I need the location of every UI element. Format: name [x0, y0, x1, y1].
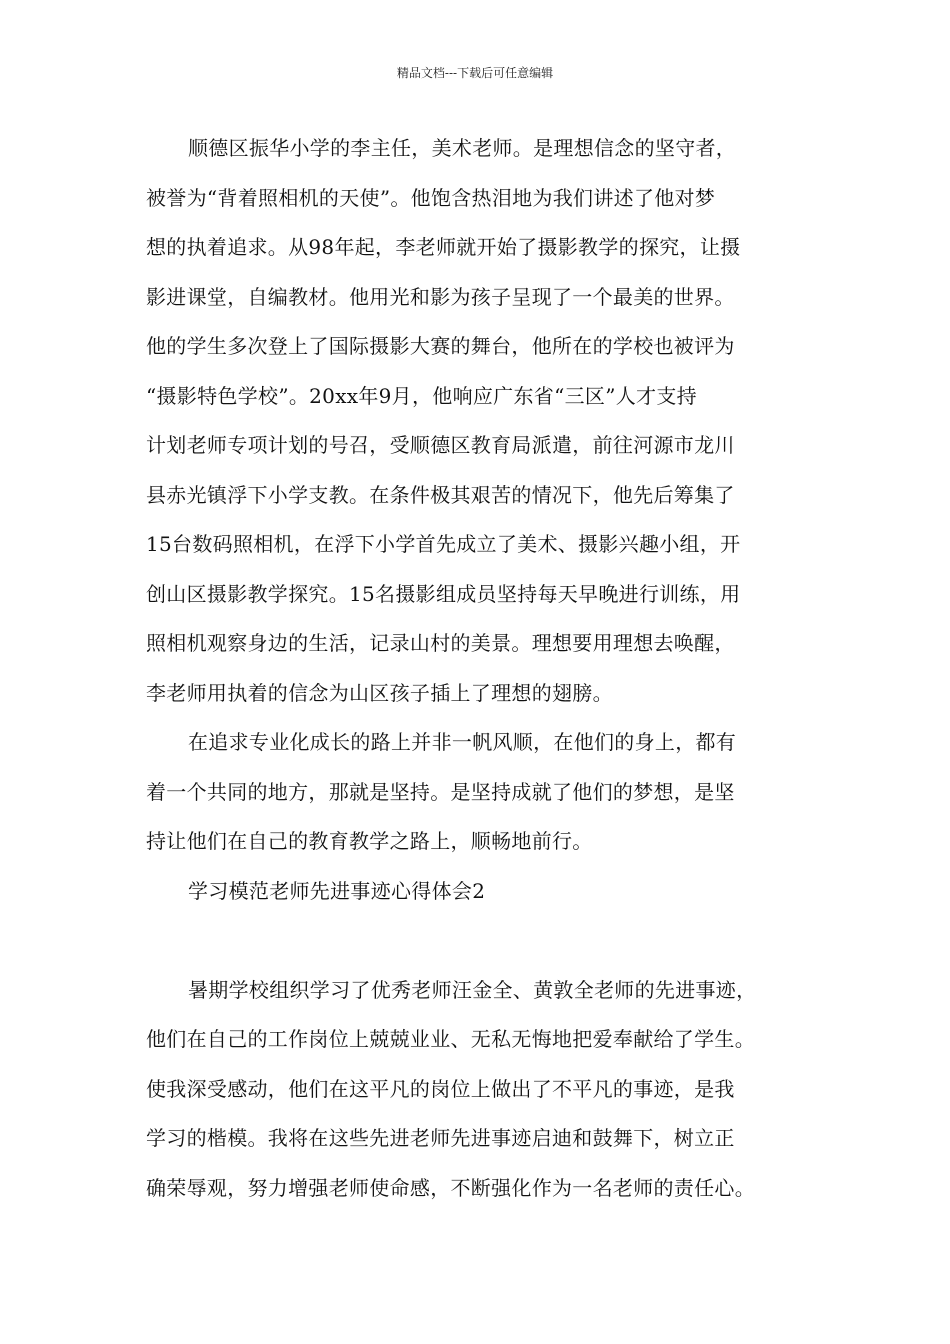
text-line: 他的学生多次登上了国际摄影大赛的舞台，他所在的学校也被评为	[146, 334, 735, 358]
text-line: 使我深受感动，他们在这平凡的岗位上做出了不平凡的事迹，是我	[146, 1076, 735, 1101]
text-line: 影进课堂，自编教材。他用光和影为孩子呈现了一个最美的世界。	[146, 284, 735, 309]
text-line: 持让他们在自己的教育教学之路上，顺畅地前行。	[146, 829, 593, 853]
paragraph-1	[146, 124, 810, 718]
paragraph-2	[146, 718, 810, 867]
text-line: 确荣辱观，努力增强老师使命感，不断强化作为一名老师的责任心。	[146, 1175, 755, 1200]
paragraph-3	[146, 966, 810, 1214]
text-line: 创山区摄影教学探究。15名摄影组成员坚持每天早晚进行训练，用	[146, 581, 741, 606]
text-line: 在追求专业化成长的路上并非一帆风顺，在他们的身上，都有	[188, 730, 737, 754]
text-line: 暑期学校组织学习了优秀老师汪金全、黄敦全老师的先进事迹，	[188, 977, 757, 1002]
section-title	[146, 867, 810, 917]
text-line: 着一个共同的地方，那就是坚持。是坚持成就了他们的梦想，是坚	[146, 779, 735, 804]
text-line: 顺德区振华小学的李主任，美术老师。是理想信念的坚守者，	[188, 136, 737, 160]
text-line: 李老师用执着的信念为山区孩子插上了理想的翅膀。	[146, 680, 613, 705]
text-line: 15台数码照相机，在浮下小学首先成立了美术、摄影兴趣小组，开	[146, 532, 741, 556]
text-line: 计划老师专项计划的号召，受顺德区教育局派遣，前往河源市龙川	[146, 433, 735, 457]
text-line: 被誉为“背着照相机的天使”。他饱含热泪地为我们讲述了他对梦	[146, 185, 716, 210]
blank-line	[146, 916, 810, 966]
document-body	[146, 124, 810, 1213]
text-line: 照相机观察身边的生活，记录山村的美景。理想要用理想去唤醒，	[146, 631, 735, 655]
text-line: 学习的楷模。我将在这些先进老师先进事迹启迪和鼓舞下，树立正	[146, 1126, 735, 1150]
text-line: 他们在自己的工作岗位上兢兢业业、无私无悔地把爱奉献给了学生。	[146, 1027, 755, 1051]
page-header: 精品文档---下载后可任意编辑	[396, 66, 554, 80]
text-line: 想的执着追求。从98年起，李老师就开始了摄影教学的探究，让摄	[146, 235, 741, 259]
section-title-text: 学习模范老师先进事迹心得体会2	[188, 878, 486, 903]
text-line: “摄影特色学校”。20xx年9月，他响应广东省“三区”人才支持	[146, 383, 697, 408]
text-line: 县赤光镇浮下小学支教。在条件极其艰苦的情况下，他先后筹集了	[146, 482, 735, 507]
